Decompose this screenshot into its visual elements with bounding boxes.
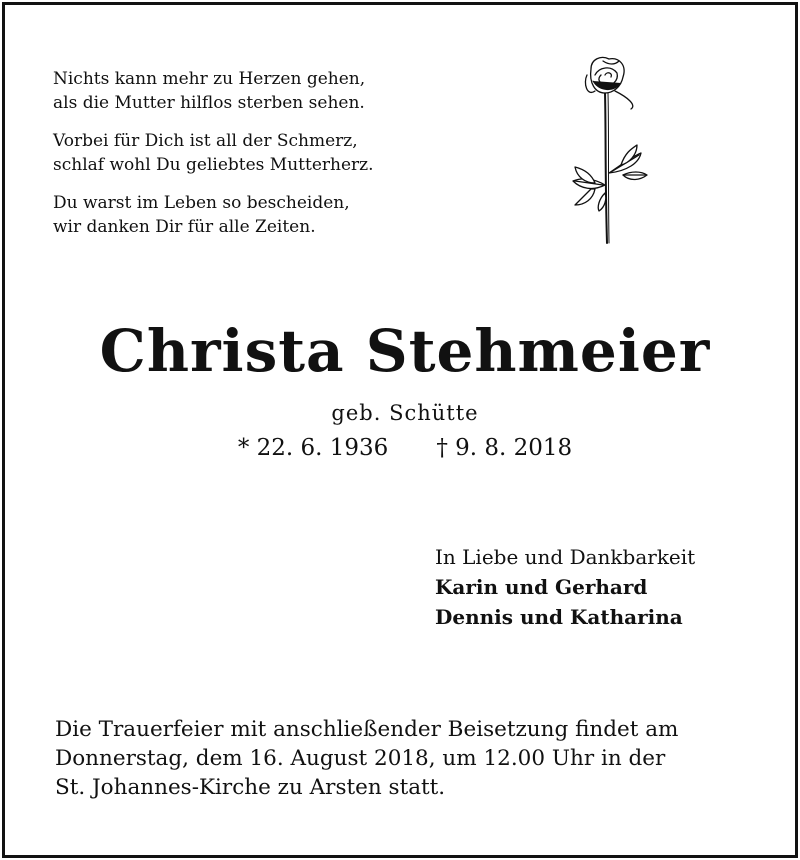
mourner-name: Dennis und Katharina bbox=[435, 605, 683, 629]
poem-line: Nichts kann mehr zu Herzen gehen, bbox=[53, 69, 366, 89]
poem bbox=[53, 67, 483, 253]
life-dates bbox=[5, 435, 800, 461]
poem-stanza bbox=[53, 67, 483, 115]
mourners-block bbox=[435, 542, 695, 632]
funeral-line: St. Johannes-Kirche zu Arsten statt. bbox=[55, 775, 446, 800]
funeral-line: Donnerstag, dem 16. August 2018, um 12.00 Uhr in der bbox=[55, 746, 666, 771]
birth-date: * 22. 6. 1936 bbox=[237, 435, 389, 461]
poem-line: Vorbei für Dich ist all der Schmerz, bbox=[53, 131, 358, 151]
poem-line: schlaf wohl Du geliebtes Mutterherz. bbox=[53, 155, 374, 175]
funeral-line: Die Trauerfeier mit anschließender Beisetzung findet am bbox=[55, 717, 679, 742]
obituary-frame bbox=[2, 2, 798, 858]
funeral-notice bbox=[55, 715, 775, 802]
mourners-intro: In Liebe und Dankbarkeit bbox=[435, 545, 696, 569]
poem-stanza bbox=[53, 191, 483, 239]
rose-icon bbox=[565, 53, 655, 249]
mourner-name: Karin und Gerhard bbox=[435, 575, 648, 599]
death-date: † 9. 8. 2018 bbox=[436, 435, 573, 461]
poem-line: wir danken Dir für alle Zeiten. bbox=[53, 217, 316, 237]
poem-stanza bbox=[53, 129, 483, 177]
poem-line: Du warst im Leben so bescheiden, bbox=[53, 193, 350, 213]
maiden-name: geb. Schütte bbox=[331, 401, 479, 425]
deceased-name: Christa Stehmeier bbox=[99, 317, 711, 385]
poem-line: als die Mutter hilflos sterben sehen. bbox=[53, 93, 365, 113]
